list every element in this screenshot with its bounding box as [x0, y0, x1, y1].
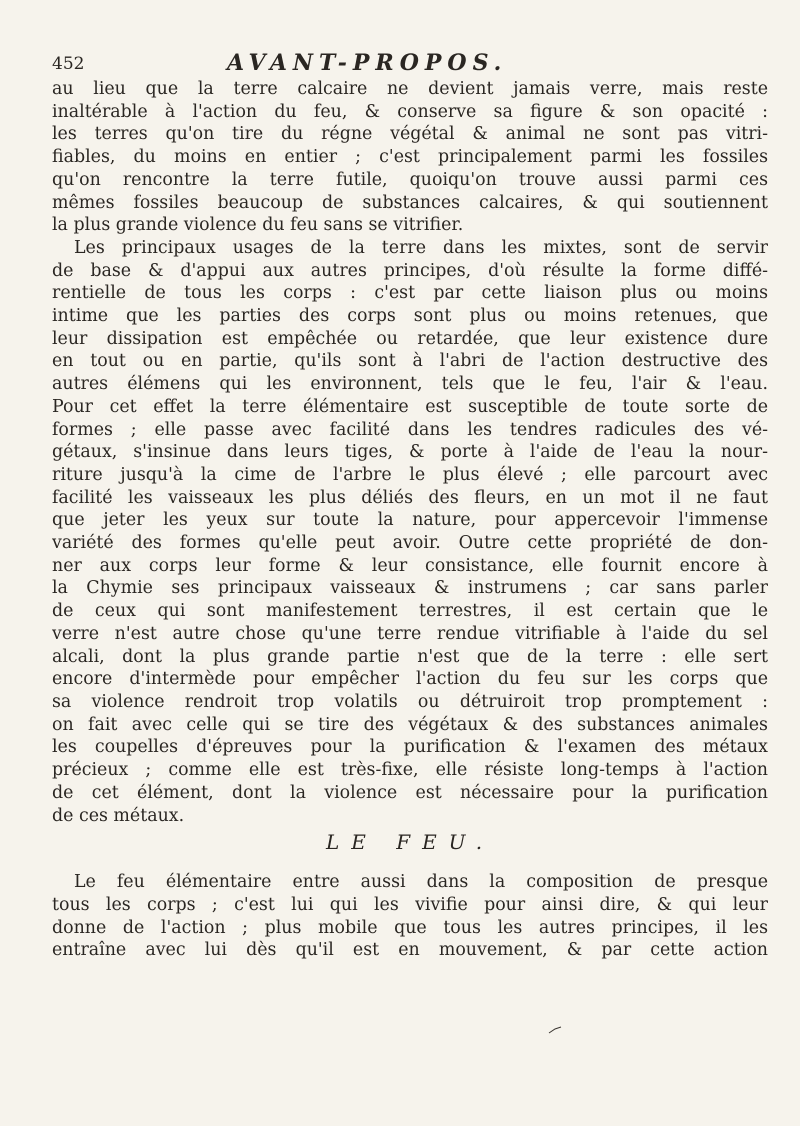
section-title: LE FEU.	[325, 830, 495, 855]
text-line: fiables, du moins en entier ; c'est principalement parmi les fossiles	[52, 147, 768, 168]
text-line: qu'on rencontre la terre futile, quoiqu'on trouve aussi parmi ces	[52, 169, 768, 190]
paragraph-3	[52, 871, 768, 962]
text-line: verre n'est autre chose qu'une terre rendue vitrifiable à l'aide du sel	[52, 623, 768, 644]
text-line: on fait avec celle qui se tire des végétaux & des substances animales	[52, 714, 768, 735]
text-line: mêmes fossiles beaucoup de substances calcaires, & qui soutiennent	[52, 192, 768, 213]
text-line: de ceux qui sont manifestement terrestres, il est certain que le	[52, 601, 768, 622]
page-number: 452	[52, 54, 85, 74]
text-line: facilité les vaisseaux les plus déliés des fleurs, en un mot il ne faut	[52, 487, 768, 508]
text-line: variété des formes qu'elle peut avoir. Outre cette propriété de don-	[52, 533, 768, 554]
text-line: que jeter les yeux sur toute la nature, pour appercevoir l'immense	[52, 510, 768, 531]
text-line: intime que les parties des corps sont plus ou moins retenues, que	[52, 306, 768, 327]
body-text	[52, 78, 768, 962]
text-line: Pour cet effet la terre élémentaire est susceptible de toute sorte de	[52, 396, 768, 417]
text-line: donne de l'action ; plus mobile que tous les autres principes, il les	[52, 917, 768, 938]
text-line: Les principaux usages de la terre dans les mixtes, sont de servir	[74, 237, 768, 258]
text-line: riture jusqu'à la cime de l'arbre le plus élevé ; elle parcourt avec	[52, 464, 768, 485]
text-line: rentielle de tous les corps : c'est par cette liaison plus ou moins	[52, 283, 768, 304]
text-line: tous les corps ; c'est lui qui les vivifie pour ainsi dire, & qui leur	[52, 894, 768, 915]
text-line: entraîne avec lui dès qu'il est en mouvement, & par cette action	[52, 940, 768, 961]
text-line: au lieu que la terre calcaire ne devient jamais verre, mais reste	[52, 79, 768, 99]
page-header	[52, 50, 752, 78]
text-line: de cet élément, dont la violence est nécessaire pour la purification	[52, 782, 768, 803]
text-line: de ces métaux.	[52, 805, 185, 826]
text-line: les coupelles d'épreuves pour la purification & l'examen des métaux	[52, 737, 768, 758]
text-line: Le feu élémentaire entre aussi dans la composition de presque	[74, 872, 768, 893]
text-line: encore d'intermède pour empêcher l'action du feu sur les corps que	[52, 669, 768, 690]
text-line: alcali, dont la plus grande partie n'est que de la terre : elle sert	[52, 646, 768, 667]
text-line: formes ; elle passe avec facilité dans les tendres radicules des vé-	[52, 419, 768, 440]
text-line: inaltérable à l'action du feu, & conserve sa figure & son opacité :	[52, 101, 768, 122]
text-line: en tout ou en partie, qu'ils sont à l'abri de l'action destructive des	[52, 351, 768, 372]
text-line: gétaux, s'insinue dans leurs tiges, & porte à l'aide de l'eau la nour-	[52, 442, 768, 463]
text-line: sa violence rendroit trop volatils ou détruiroit trop promptement :	[52, 691, 768, 712]
printer-mark-icon	[548, 1026, 562, 1034]
text-line: de base & d'appui aux autres principes, d'où résulte la forme diffé-	[52, 260, 768, 281]
paragraph-1	[52, 78, 768, 237]
text-line: les terres qu'on tire du régne végétal & animal ne sont pas vitri-	[52, 124, 768, 145]
running-head: AVANT-PROPOS.	[227, 50, 508, 76]
text-line: la Chymie ses principaux vaisseaux & instrumens ; car sans parler	[52, 578, 768, 599]
text-line: la plus grande violence du feu sans se vitrifier.	[52, 215, 464, 236]
text-line: autres élémens qui les environnent, tels que le feu, l'air & l'eau.	[52, 374, 768, 395]
text-line: ner aux corps leur forme & leur consistance, elle fournit encore à	[52, 555, 768, 576]
text-line: précieux ; comme elle est très-fixe, elle résiste long-temps à l'action	[52, 760, 768, 781]
paragraph-2	[52, 237, 768, 827]
text-line: leur dissipation est empêchée ou retardée, que leur existence dure	[52, 328, 768, 349]
